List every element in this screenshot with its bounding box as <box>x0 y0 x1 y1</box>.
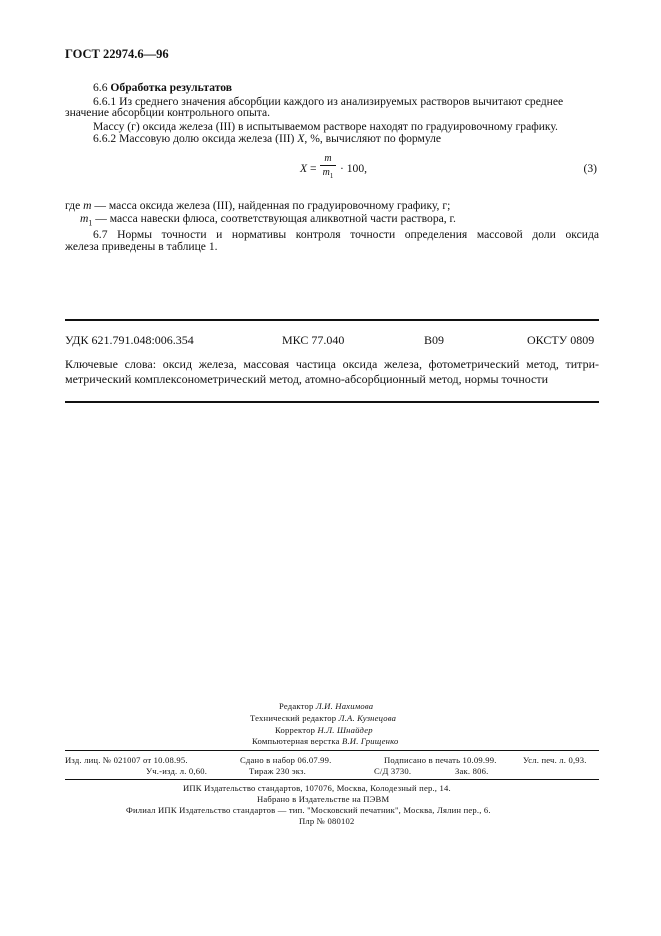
clause-number: 6.6.2 <box>93 132 117 145</box>
paragraph-6-7-line1: 6.7 Нормы точности и нормативы контроля точности определения массовой доли оксида <box>93 228 599 241</box>
fraction-numerator: m <box>324 153 332 164</box>
variable-x: X <box>297 132 305 145</box>
section-title: Обработка результатов <box>110 81 233 94</box>
clause-number: 6.6.1 <box>93 95 117 108</box>
imprint-tech-editor: Технический редактор Л.А. Кузнецова <box>250 713 397 723</box>
document-header: ГОСТ 22974.6—96 <box>65 47 169 61</box>
imprint-print-date: Подписано в печать 10.09.99. <box>384 755 497 765</box>
imprint-typeset: Набрано в Издательстве на ПЭВМ <box>257 794 390 804</box>
category-code: В09 <box>424 333 445 347</box>
paragraph-6-6-2 <box>93 132 441 146</box>
imprint-typeset-date: Сдано в набор 06.07.99. <box>240 755 332 765</box>
section-heading <box>93 81 232 95</box>
where-line-2: $m_1$ — масса навески флюса, соответствующая аликвотной части раствора, г. <box>80 212 456 228</box>
imprint-print-sheets: Усл. печ. л. 0,93. <box>523 755 587 765</box>
keywords-line1: Ключевые слова: оксид железа, массовая частица оксида железа, фотометрический метод, титри- <box>65 357 599 371</box>
formula-lhs: X = <box>300 162 317 175</box>
clause-text-end: , %, вычисляют по формуле <box>304 132 442 145</box>
mks-code: МКС 77.040 <box>282 333 345 347</box>
imprint-print-run: Тираж 230 экз. <box>249 766 306 776</box>
paragraph-6-7-line2: железа приведены в таблице 1. <box>65 240 218 253</box>
imprint-divider-1 <box>65 750 599 751</box>
imprint-editor: Редактор Л.И. Нахимова <box>279 701 374 711</box>
paragraph-mass: Массу (г) оксида железа (III) в испытываемом растворе находят по градуировочному графику. <box>93 120 558 133</box>
imprint-corrector: Корректор Н.Л. Шнайдер <box>275 725 373 735</box>
clause-text: Из среднего значения абсорбции каждого из анализируемых растворов вычитают среднее <box>119 95 564 108</box>
imprint-publisher: ИПК Издательство стандартов, 107076, Москва, Колодезный пер., 14. <box>183 783 451 793</box>
divider-top <box>65 319 599 321</box>
divider-bottom <box>65 401 599 403</box>
imprint-pub-sheets: Уч.-изд. л. 0,60. <box>146 766 208 776</box>
imprint-license: Изд. лиц. № 021007 от 10.08.95. <box>65 755 188 765</box>
imprint-divider-2 <box>65 779 599 780</box>
keywords-line2: метрический комплексонометрический метод, атомно-абсорбционный метод, нормы точности <box>65 372 549 386</box>
imprint-cd: С/Д 3730. <box>374 766 412 776</box>
imprint-plr: Плр № 080102 <box>299 816 355 826</box>
fraction-bar <box>320 165 336 166</box>
where-line-1: где m — масса оксида железа (III), найденная по градуировочному графику, г; <box>65 199 451 212</box>
formula-fraction <box>320 153 336 182</box>
udc-code: УДК 621.791.048:006.354 <box>65 333 194 347</box>
imprint-order: Зак. 806. <box>455 766 489 776</box>
equation-number: (3) <box>583 162 597 175</box>
clause-text: Массовую долю оксида железа (III) <box>119 132 295 145</box>
imprint-branch: Филиал ИПК Издательство стандартов — тип. "Московский печатник", Москва, Лялин пер., 6. <box>126 805 491 815</box>
section-number: 6.6 <box>93 81 108 94</box>
imprint-layout: Компьютерная верстка В.И. Грищенко <box>252 736 399 746</box>
fraction-denominator: $m_1$ <box>322 167 334 180</box>
paragraph-6-6-1-line2: значение абсорбции контрольного опыта. <box>65 106 271 119</box>
formula-rhs: · 100, <box>340 162 368 175</box>
okstu-code: ОКСТУ 0809 <box>527 333 595 347</box>
